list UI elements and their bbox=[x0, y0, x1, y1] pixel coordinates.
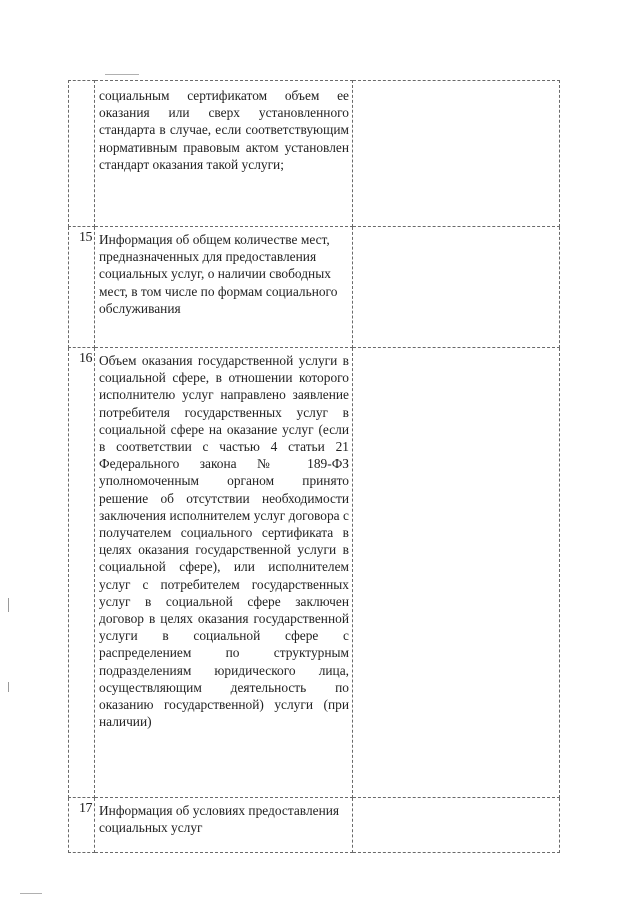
row-description: Объем оказания государственной услуги в социальной сфере, в отношении которого исполнителю услуг направлено заявление потребителя государственных услуг в социальной сфере на оказание услуг (если в соответствии с частью 4 статьи 21 Федерального закона № 189-ФЗ уполномоченным органом принято решение об отсутствии необходимости заключения исполнителем услуг договора с получателем социального сертификата в целях оказания государственной услуги в социальной сфере), или исполнителем услуг с потребителем государственных услуг в социальной сфере заключен договор в целях оказания государственной услуги в социальной сфере с распределением по структурным подразделениям юридического лица, осуществляющим деятельность по оказанию государственной) услуги (при наличии) bbox=[95, 348, 353, 798]
row-number: 16 bbox=[69, 348, 95, 798]
row-value-cell bbox=[353, 81, 560, 227]
row-description: социальным сертификатом объем ее оказания или сверх установленного стандарта в случае, если соответствующим нормативным правовым актом установлен стандарт оказания такой услуги; bbox=[95, 81, 353, 227]
row-number bbox=[69, 81, 95, 227]
row-value-cell bbox=[353, 227, 560, 348]
row-description: Информация об общем количестве мест, предназначенных для предоставления социальных услуг, о наличии свободных мест, в том числе по формам социального обслуживания bbox=[95, 227, 353, 348]
scan-artifact bbox=[8, 598, 9, 612]
table-row bbox=[69, 798, 560, 853]
table-row bbox=[69, 81, 560, 227]
table-row bbox=[69, 227, 560, 348]
scan-artifact bbox=[8, 682, 9, 692]
table-row bbox=[69, 348, 560, 798]
scan-artifact bbox=[105, 74, 139, 75]
row-value-cell bbox=[353, 798, 560, 853]
scan-artifact bbox=[20, 893, 42, 894]
document-table bbox=[68, 80, 560, 853]
row-number: 17 bbox=[69, 798, 95, 853]
row-value-cell bbox=[353, 348, 560, 798]
row-description: Информация об условиях предоставления социальных услуг bbox=[95, 798, 353, 853]
row-number: 15 bbox=[69, 227, 95, 348]
